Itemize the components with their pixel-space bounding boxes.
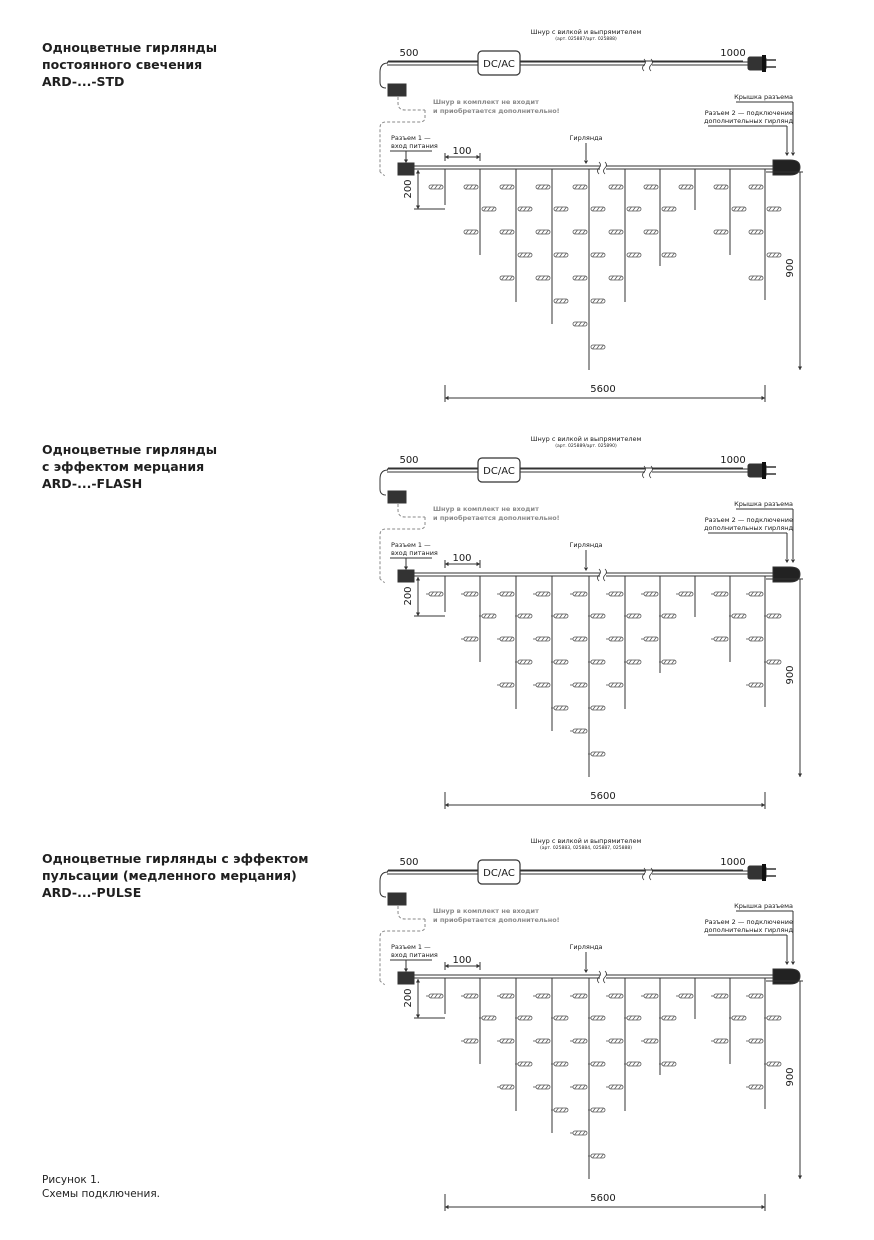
led-bulb <box>500 230 514 234</box>
led-bulb <box>497 1039 514 1043</box>
arrow-head <box>798 774 802 778</box>
section-title-pulse: Одноцветные гирлянды с эффектом пульсации (медленного мерцания) ARD-...-PULSE <box>42 851 309 900</box>
length-1000-label: 1000 <box>720 48 746 59</box>
arrow-head <box>404 969 408 973</box>
plug-collar <box>762 55 766 72</box>
arrow-head <box>404 567 408 571</box>
arrow-head <box>791 560 795 564</box>
length-1000-label: 1000 <box>720 857 746 868</box>
connector-1-label-1: Разъем 1 — <box>391 134 431 142</box>
length-900-label: 900 <box>785 258 796 278</box>
led-bulb <box>570 1085 587 1089</box>
led-bulb <box>429 185 443 189</box>
end-connector-cap-icon <box>773 567 800 582</box>
arrow-head <box>785 153 789 157</box>
dashed-optional-link <box>380 579 385 583</box>
led-bulb <box>714 230 728 234</box>
led-bulb <box>606 1085 623 1089</box>
led-bulb <box>606 683 623 687</box>
cord-connector-icon <box>388 84 406 96</box>
led-bulb <box>533 994 550 998</box>
section-title-std: Одноцветные гирлянды постоянного свечения ARD-...-STD <box>42 40 218 89</box>
arrow-head <box>416 577 420 581</box>
led-bulb <box>497 637 514 641</box>
garland-label: Гирлянда <box>569 541 603 549</box>
led-bulb <box>533 1039 550 1043</box>
led-bulb <box>518 253 532 257</box>
garland-label: Гирлянда <box>569 943 603 951</box>
diagram-pulse <box>0 809 874 1209</box>
led-bulb <box>461 1039 478 1043</box>
led-bulb <box>570 592 587 596</box>
not-included-note-2: и приобретается дополнительно! <box>433 514 560 522</box>
led-bulb <box>729 614 746 618</box>
arrow-head <box>445 1205 449 1209</box>
led-bulb <box>711 994 728 998</box>
length-5600-label: 5600 <box>590 384 616 395</box>
length-100-label: 100 <box>452 553 472 564</box>
dc-ac-label: DC/AC <box>483 59 515 70</box>
arrow-head <box>445 964 449 968</box>
led-bulb <box>764 1016 781 1020</box>
arrow-head <box>584 970 588 974</box>
led-bulb <box>570 994 587 998</box>
diagram-flash <box>0 407 874 807</box>
led-bulb <box>551 1108 568 1112</box>
led-bulb <box>746 994 763 998</box>
led-bulb <box>461 592 478 596</box>
cord-articles: (арт. 025889/арт. 025890) <box>555 444 617 449</box>
led-bulb <box>515 1016 532 1020</box>
dashed-optional-link <box>380 172 385 176</box>
dc-ac-label: DC/AC <box>483 868 515 879</box>
cord-connector-icon <box>388 491 406 503</box>
led-bulb <box>714 185 728 189</box>
led-bulb <box>732 207 746 211</box>
led-bulb <box>624 1062 641 1066</box>
led-bulb <box>536 276 550 280</box>
led-bulb <box>659 660 676 664</box>
led-bulb <box>679 185 693 189</box>
length-100-label: 100 <box>452 146 472 157</box>
led-bulb <box>551 1062 568 1066</box>
arrow-head <box>477 562 481 566</box>
led-bulb <box>609 185 623 189</box>
led-bulb <box>641 592 658 596</box>
connector-2-label-2: дополнительных гирлянд <box>704 524 793 532</box>
arrow-head <box>798 367 802 371</box>
led-bulb <box>644 230 658 234</box>
cord-articles: (арт. 025883, 025884, 025887, 025888) <box>540 846 632 851</box>
led-bulb <box>551 706 568 710</box>
led-bulb <box>627 253 641 257</box>
arrow-head <box>445 562 449 566</box>
length-500-label: 500 <box>399 857 419 868</box>
cable-bend <box>380 872 388 897</box>
led-bulb <box>573 276 587 280</box>
led-bulb <box>551 660 568 664</box>
led-bulb <box>497 683 514 687</box>
led-bulb <box>570 1131 587 1135</box>
arrow-head <box>445 396 449 400</box>
led-bulb <box>644 185 658 189</box>
not-included-note-1: Шнур в комплект не входит <box>433 98 539 106</box>
led-bulb <box>588 752 605 756</box>
connector-cover-label: Крышка разъема <box>734 93 793 101</box>
cord-label: Шнур с вилкой и выпрямителем <box>530 837 642 845</box>
connector-2-label-2: дополнительных гирлянд <box>704 926 793 934</box>
arrow-head <box>762 803 766 807</box>
arrow-head <box>416 1015 420 1019</box>
led-bulb <box>573 185 587 189</box>
plug-collar <box>762 864 766 881</box>
length-900-label: 900 <box>785 665 796 685</box>
led-bulb <box>659 1062 676 1066</box>
led-bulb <box>624 614 641 618</box>
led-bulb <box>624 660 641 664</box>
led-bulb <box>533 637 550 641</box>
not-included-note-1: Шнур в комплект не входит <box>433 907 539 915</box>
led-bulb <box>554 253 568 257</box>
led-bulb <box>588 1108 605 1112</box>
arrow-head <box>404 160 408 164</box>
led-bulb <box>536 185 550 189</box>
led-bulb <box>426 994 443 998</box>
led-bulb <box>554 207 568 211</box>
break-mark-icon <box>598 971 607 983</box>
connector-2-label-1: Разъем 2 — подключение <box>704 516 793 524</box>
led-bulb <box>570 683 587 687</box>
length-5600-label: 5600 <box>590 791 616 802</box>
arrow-head <box>584 161 588 165</box>
connector-1-label-1: Разъем 1 — <box>391 541 431 549</box>
led-bulb <box>554 299 568 303</box>
arrow-head <box>477 964 481 968</box>
length-1000-label: 1000 <box>720 455 746 466</box>
connector-2-label-1: Разъем 2 — подключение <box>704 918 793 926</box>
connector-2-label-1: Разъем 2 — подключение <box>704 109 793 117</box>
led-bulb <box>659 1016 676 1020</box>
length-100-label: 100 <box>452 955 472 966</box>
led-bulb <box>588 660 605 664</box>
input-connector-icon <box>398 163 414 175</box>
arrow-head <box>762 396 766 400</box>
cord-label: Шнур с вилкой и выпрямителем <box>530 28 642 36</box>
led-bulb <box>591 299 605 303</box>
led-bulb <box>464 185 478 189</box>
led-bulb <box>676 592 693 596</box>
led-bulb <box>573 322 587 326</box>
led-bulb <box>479 1016 496 1020</box>
led-bulb <box>662 207 676 211</box>
arrow-head <box>445 803 449 807</box>
not-included-note-1: Шнур в комплект не входит <box>433 505 539 513</box>
led-bulb <box>497 994 514 998</box>
led-bulb <box>588 614 605 618</box>
led-bulb <box>588 1016 605 1020</box>
arrow-head <box>762 1205 766 1209</box>
led-bulb <box>570 729 587 733</box>
led-bulb <box>659 614 676 618</box>
led-bulb <box>606 592 623 596</box>
arrow-head <box>416 206 420 210</box>
cable-bend <box>380 63 388 88</box>
led-bulb <box>533 592 550 596</box>
led-bulb <box>500 276 514 280</box>
led-bulb <box>641 994 658 998</box>
led-bulb <box>536 230 550 234</box>
led-bulb <box>746 683 763 687</box>
garland-label: Гирлянда <box>569 134 603 142</box>
led-bulb <box>746 592 763 596</box>
section-title-flash: Одноцветные гирлянды с эффектом мерцания ARD-...-FLASH <box>42 442 218 491</box>
diagram-std <box>0 0 874 400</box>
arrow-head <box>798 1176 802 1180</box>
led-bulb <box>591 253 605 257</box>
length-500-label: 500 <box>399 48 419 59</box>
led-bulb <box>588 1062 605 1066</box>
led-bulb <box>515 1062 532 1066</box>
led-bulb <box>482 207 496 211</box>
cable-bend <box>380 470 388 495</box>
connector-1-label-2: вход питания <box>391 549 438 557</box>
led-bulb <box>711 1039 728 1043</box>
led-bulb <box>606 1039 623 1043</box>
led-bulb <box>749 230 763 234</box>
led-bulb <box>533 683 550 687</box>
led-bulb <box>749 185 763 189</box>
length-200-label: 200 <box>403 179 414 199</box>
led-bulb <box>500 185 514 189</box>
led-bulb <box>551 614 568 618</box>
led-bulb <box>746 1039 763 1043</box>
led-bulb <box>676 994 693 998</box>
cord-label: Шнур с вилкой и выпрямителем <box>530 435 642 443</box>
led-bulb <box>606 994 623 998</box>
input-connector-icon <box>398 972 414 984</box>
connector-1-label-2: вход питания <box>391 142 438 150</box>
led-bulb <box>588 1154 605 1158</box>
led-bulb <box>711 637 728 641</box>
led-bulb <box>591 345 605 349</box>
led-bulb <box>497 1085 514 1089</box>
led-bulb <box>461 994 478 998</box>
led-bulb <box>746 1085 763 1089</box>
led-bulb <box>573 230 587 234</box>
led-bulb <box>767 253 781 257</box>
dc-ac-label: DC/AC <box>483 466 515 477</box>
end-connector-cap-icon <box>773 969 800 984</box>
led-bulb <box>641 637 658 641</box>
cord-articles: (арт. 025887/арт. 025888) <box>555 37 617 42</box>
break-mark-icon <box>598 569 607 581</box>
led-bulb <box>464 230 478 234</box>
led-bulb <box>426 592 443 596</box>
arrow-head <box>584 568 588 572</box>
connector-1-label-1: Разъем 1 — <box>391 943 431 951</box>
arrow-head <box>785 560 789 564</box>
led-bulb <box>551 1016 568 1020</box>
input-connector-icon <box>398 570 414 582</box>
arrow-head <box>785 962 789 966</box>
led-bulb <box>662 253 676 257</box>
led-bulb <box>591 207 605 211</box>
arrow-head <box>791 962 795 966</box>
end-connector-cap-icon <box>773 160 800 175</box>
led-bulb <box>627 207 641 211</box>
led-bulb <box>570 637 587 641</box>
led-bulb <box>518 207 532 211</box>
arrow-head <box>416 979 420 983</box>
connector-2-label-2: дополнительных гирлянд <box>704 117 793 125</box>
led-bulb <box>570 1039 587 1043</box>
break-mark-icon <box>598 162 607 174</box>
arrow-head <box>416 170 420 174</box>
led-bulb <box>767 207 781 211</box>
led-bulb <box>624 1016 641 1020</box>
length-200-label: 200 <box>403 586 414 606</box>
dashed-optional-link <box>380 981 385 985</box>
led-bulb <box>641 1039 658 1043</box>
connector-cover-label: Крышка разъема <box>734 902 793 910</box>
led-bulb <box>515 660 532 664</box>
led-bulb <box>764 614 781 618</box>
length-5600-label: 5600 <box>590 1193 616 1204</box>
led-bulb <box>497 592 514 596</box>
led-bulb <box>749 276 763 280</box>
led-bulb <box>588 706 605 710</box>
connector-1-label-2: вход питания <box>391 951 438 959</box>
led-bulb <box>711 592 728 596</box>
led-bulb <box>479 614 496 618</box>
arrow-head <box>416 613 420 617</box>
led-bulb <box>746 637 763 641</box>
led-bulb <box>515 614 532 618</box>
length-200-label: 200 <box>403 988 414 1008</box>
length-500-label: 500 <box>399 455 419 466</box>
led-bulb <box>533 1085 550 1089</box>
length-900-label: 900 <box>785 1067 796 1087</box>
figure-caption: Рисунок 1. Схемы подключения. <box>42 1174 161 1200</box>
led-bulb <box>609 276 623 280</box>
led-bulb <box>461 637 478 641</box>
connector-cover-label: Крышка разъема <box>734 500 793 508</box>
not-included-note-2: и приобретается дополнительно! <box>433 107 560 115</box>
cord-connector-icon <box>388 893 406 905</box>
led-bulb <box>609 230 623 234</box>
led-bulb <box>606 637 623 641</box>
arrow-head <box>445 155 449 159</box>
led-bulb <box>764 660 781 664</box>
led-bulb <box>729 1016 746 1020</box>
plug-collar <box>762 462 766 479</box>
led-bulb <box>764 1062 781 1066</box>
not-included-note-2: и приобретается дополнительно! <box>433 916 560 924</box>
arrow-head <box>477 155 481 159</box>
arrow-head <box>791 153 795 157</box>
